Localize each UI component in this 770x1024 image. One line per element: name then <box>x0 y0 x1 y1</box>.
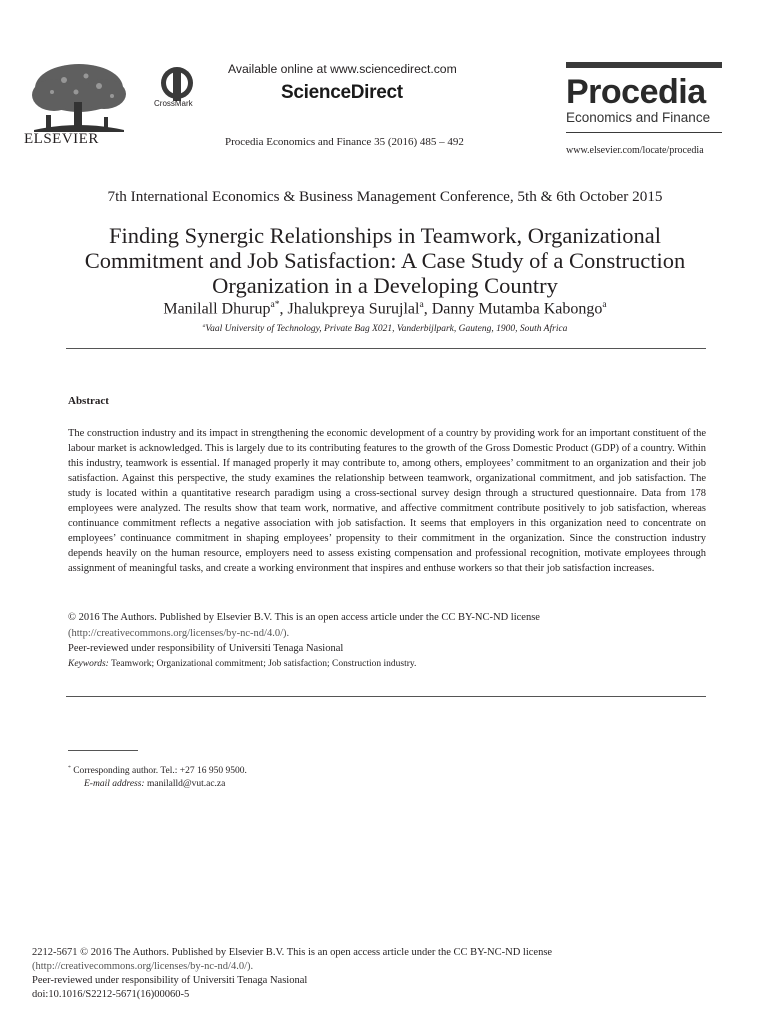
bottom-license-url-link[interactable]: (http://creativecommons.org/licenses/by-nc-nd/4.0/). <box>32 961 254 972</box>
title-line: Finding Synergic Relationships in Teamwork, Organizational <box>108 223 662 248</box>
sciencedirect-logo[interactable]: ScienceDirect <box>281 82 403 103</box>
procedia-divider <box>566 132 722 133</box>
available-online-text[interactable]: Available online at www.sciencedirect.com <box>228 62 457 76</box>
conference-name: 7th International Economics & Business Management Conference, 5th & 6th October 2015 <box>107 188 663 205</box>
email-label: E-mail address: <box>84 779 145 790</box>
peer-review-line: Peer-reviewed under responsibility of Universiti Tenaga Nasional <box>68 643 344 654</box>
footnote-rule <box>68 750 138 751</box>
copyright-block <box>68 610 706 657</box>
procedia-journal-title: Procedia <box>566 73 706 111</box>
issn-line: 2212-5671 © 2016 The Authors. Published by Elsevier B.V. This is an open access article under the CC BY-NC-ND license <box>32 947 553 958</box>
author-affiliation <box>0 323 770 334</box>
footnote-marker: * <box>68 765 71 771</box>
title-line: Commitment and Job Satisfaction: A Case Study of a Construction <box>84 248 686 273</box>
keywords-label: Keywords: <box>68 659 109 669</box>
author-affiliation-mark: a <box>419 299 424 310</box>
bottom-peer-review: Peer-reviewed under responsibility of Universiti Tenaga Nasional <box>32 975 308 986</box>
footnote <box>68 762 247 791</box>
crossmark-label: CrossMark <box>154 99 193 108</box>
author-list <box>0 299 770 318</box>
author-affiliation-mark: a <box>602 299 607 310</box>
license-url-link[interactable]: (http://creativecommons.org/licenses/by-nc-nd/4.0/). <box>68 627 290 639</box>
bottom-info <box>32 946 552 1002</box>
author-name: , Danny Mutamba Kabongo <box>423 300 603 318</box>
keywords <box>68 659 416 669</box>
email-link[interactable]: manilalld@vut.ac.za <box>144 779 226 790</box>
title-line: Organization in a Developing Country <box>212 273 558 298</box>
procedia-url-link[interactable]: www.elsevier.com/locate/procedia <box>566 145 704 156</box>
author-affiliation-mark: a* <box>270 299 280 310</box>
corresponding-author: Corresponding author. Tel.: +27 16 950 9500. <box>70 766 247 777</box>
keywords-list: Teamwork; Organizational commitment; Job satisfaction; Construction industry. <box>108 659 417 669</box>
affiliation-mark: a <box>202 323 206 329</box>
journal-reference: Procedia Economics and Finance 35 (2016) 485 – 492 <box>225 136 464 148</box>
procedia-top-bar <box>566 62 722 68</box>
author-name: , Jhalukpreya Surujlal <box>279 300 420 318</box>
affiliation-text: Vaal University of Technology, Private Bag X021, Vanderbijlpark, Gauteng, 1900, South Africa <box>205 324 568 335</box>
abstract-heading: Abstract <box>68 395 109 407</box>
copyright-line: © 2016 The Authors. Published by Elsevier B.V. This is an open access article under the CC BY-NC-ND license <box>68 612 540 623</box>
procedia-journal-subtitle: Economics and Finance <box>566 110 711 125</box>
publisher-name: ELSEVIER <box>24 131 99 147</box>
paper-title <box>40 223 730 298</box>
author-name: Manilall Dhurup <box>163 300 271 318</box>
top-divider <box>66 348 706 349</box>
bottom-divider <box>66 696 706 697</box>
abstract-body: The construction industry and its impact in strengthening the economic development of a country by providing work for an important constituent of the labour market is acknowledged. This is largely due to its contributing features to the growth of the Gross Domestic Product (GDP) of a country. Within this industry, teamwork is essential. If managed properly it may contribute to, among others, employees’ commitment to an organization and their job satisfaction. Against this perspective, the study examines the relationship between teamwork, organizational commitment, and job satisfaction. The study is located within a quantitative research paradigm using a cross-sectional survey design through a structured questionnaire. Data from 178 employees were analyzed. The results show that team work, normative, and affective commitment contribute positively to job satisfaction, whereas continuance commitment reflects a negative association with job satisfaction. It seems that employers in this organization need to concentrate on employees’ continuance commitment in shaping employees’ propensity to their commitment in the organization. Since the construction industry depends heavily on the human resource, employers need to assess existing compensation and professional recognition, motivate employees through assignment of meaningful tasks, and create a working environment that inspires and enthuse workers so that their job satisfaction increases. <box>68 428 706 574</box>
doi-link[interactable]: doi:10.1016/S2212-5671(16)00060-5 <box>32 989 190 1000</box>
